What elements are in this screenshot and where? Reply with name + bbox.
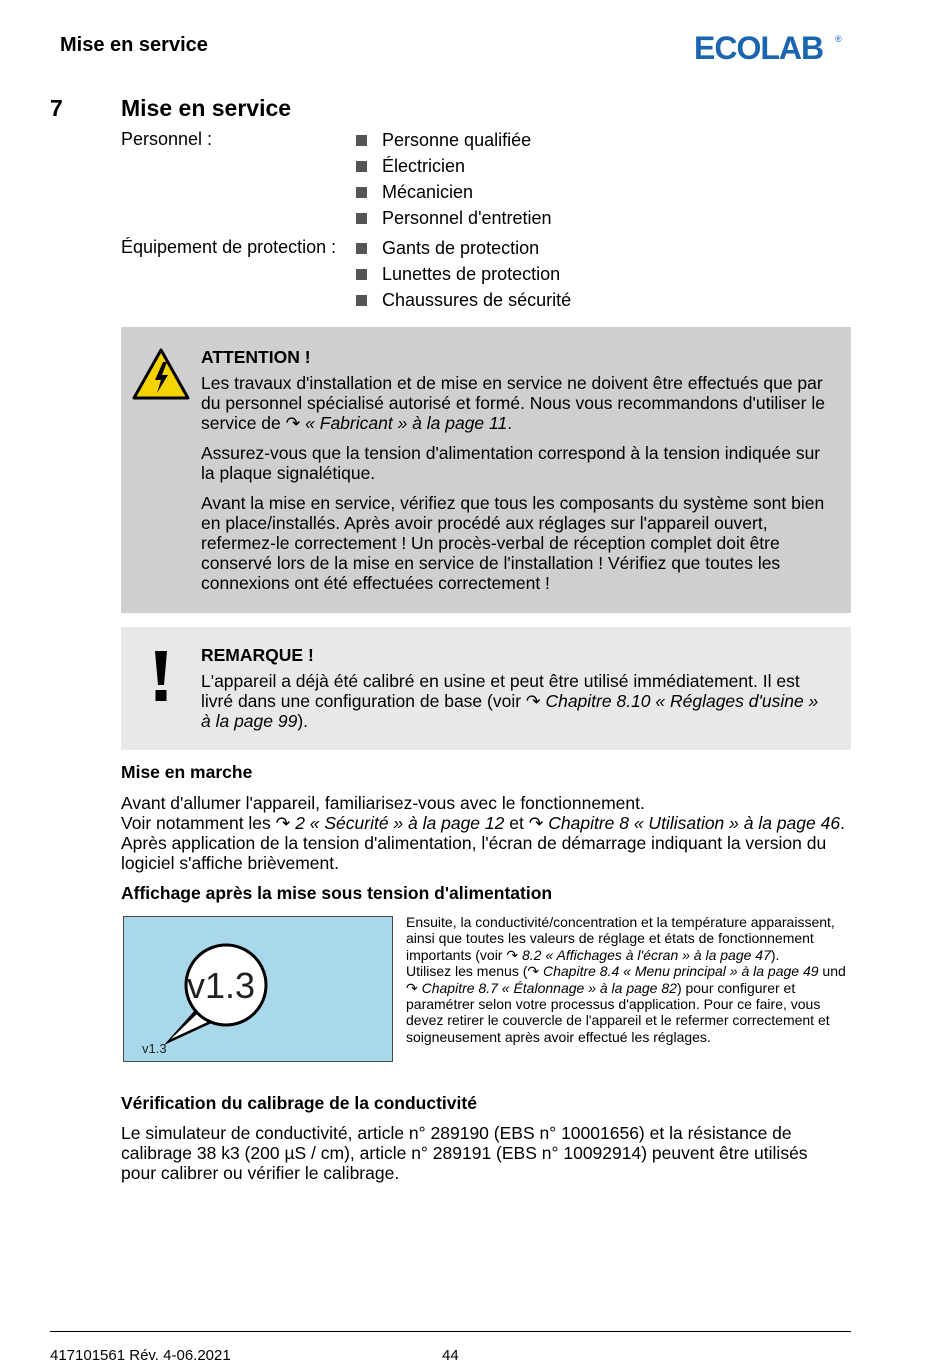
electrical-hazard-icon	[131, 347, 191, 401]
cross-reference-link[interactable]: Chapitre 8.7 « Étalonnage » à la page 82	[421, 979, 677, 996]
personnel-label: Personnel :	[121, 129, 213, 149]
version-label: v1.3	[142, 1041, 167, 1056]
link-arrow-icon: ↷	[527, 963, 543, 980]
ecolab-logo	[692, 30, 844, 64]
logo-wordmark: ECOLAB	[694, 30, 824, 64]
warning-box	[121, 327, 851, 613]
list-item: Électricien	[355, 155, 552, 181]
startup-paragraph: Avant d'allumer l'appareil, familiarisez-vous avec le fonctionnement. Voir notamment les ↷ 2 « Sécurité » à la page 12 et ↷ Chapitre 8 « Utilisation » à la page 46. Après application de la tension d'alimentation, l'écran de démarrage indiquant la version du logiciel s'affiche brièvement.	[121, 793, 845, 873]
note-paragraph: L'appareil a déjà été calibré en usine et peut être utilisé immédiatement. Il est livré dans une configuration de base (voir ↷ Chapitre 8.10 « Réglages d'usine » à la page 99).	[201, 671, 819, 731]
link-arrow-icon: ↷	[528, 813, 549, 833]
note-box	[121, 627, 851, 750]
calibration-heading: Vérification du calibrage de la conductivité	[121, 1093, 477, 1113]
section-title: Mise en service	[121, 95, 292, 121]
warning-paragraph: Assurez-vous que la tension d'alimentation correspond à la tension indiquée sur la plaque signalétique.	[201, 443, 821, 483]
running-header-title: Mise en service	[60, 34, 208, 56]
calibration-paragraph: Le simulateur de conductivité, article n° 289190 (EBS n° 10001656) et la résistance de calibrage 38 k3 (200 µS / cm), article n° 289191 (EBS n° 10092914) peuvent être utilisés pour calibrer ou vérifier le calibrage.	[121, 1123, 808, 1183]
startup-screen-illustration	[123, 916, 393, 1062]
link-arrow-icon: ↷	[275, 813, 296, 833]
list-item: Personnel d'entretien	[355, 207, 552, 233]
protection-list	[355, 237, 571, 315]
section-number: 7	[50, 95, 63, 121]
cross-reference-link[interactable]: 8.2 « Affichages à l'écran » à la page 47	[521, 946, 771, 963]
exclamation-icon	[148, 649, 174, 703]
cross-reference-link[interactable]: Chapitre 8.10 « Réglages d'usine » à la page 99	[201, 691, 819, 731]
list-item: Gants de protection	[355, 237, 571, 263]
cross-reference-link[interactable]: Chapitre 8.4 « Menu principal » à la page 49	[543, 963, 819, 980]
personnel-list	[355, 129, 552, 233]
link-arrow-icon: ↷	[406, 979, 422, 996]
cross-reference-link[interactable]: « Fabricant » à la page 11	[300, 413, 508, 433]
footer-divider	[50, 1331, 851, 1332]
cross-reference-link[interactable]: Chapitre 8 « Utilisation » à la page 46	[548, 813, 841, 833]
page-number: 44	[442, 1347, 459, 1362]
document-reference: 417101561 Rév. 4-06.2021	[50, 1347, 231, 1362]
list-item: Mécanicien	[355, 181, 552, 207]
link-arrow-icon: ↷	[525, 691, 546, 711]
list-item: Personne qualifiée	[355, 129, 552, 155]
startup-heading: Mise en marche	[121, 762, 253, 782]
link-arrow-icon: ↷	[285, 413, 301, 433]
logo-registered-mark: ®	[835, 34, 842, 44]
list-item: Lunettes de protection	[355, 263, 571, 289]
warning-heading: ATTENTION !	[201, 347, 311, 367]
display-description: Ensuite, la conductivité/concentration et la température apparaissent, ainsi que toutes les valeurs de réglage et états de fonctionnement importants (voir ↷ 8.2 « Affichages à l'écran » à la page 47). Utilisez les menus (↷ Chapitre 8.4 « Menu principal » à la page 49 und ↷ Chapitre 8.7 « Étalonnage » à la page 82) pour configurer et paramétrer selon votre processus d'application. Pour ce faire, vous devez retirer le couvercle de l'appareil et le refermer correctement et soigneusement après avoir effectué les réglages.	[406, 914, 846, 1045]
note-heading: REMARQUE !	[201, 645, 314, 665]
warning-paragraph: Avant la mise en service, vérifiez que tous les composants du système sont bien en place/installés. Après avoir procédé aux réglages sur l'appareil ouvert, refermez-le correctement ! Un procès-verbal de réception complet doit être conservé lors de la mise en service de l'installation ! Vérifiez que toutes les connexions ont été effectuées correctement !	[201, 493, 825, 593]
zoomed-version-label: v1.3	[187, 965, 256, 1006]
list-item: Chaussures de sécurité	[355, 289, 571, 315]
link-arrow-icon: ↷	[506, 946, 522, 963]
display-heading: Affichage après la mise sous tension d'alimentation	[121, 883, 553, 903]
magnifier-graphic	[124, 917, 393, 1062]
warning-paragraph: Les travaux d'installation et de mise en service ne doivent être effectués que par du personnel spécialisé autorisé et formé. Nous vous recommandons d'utiliser le service de ↷ « Fabricant » à la page 11.	[201, 373, 825, 433]
cross-reference-link[interactable]: 2 « Sécurité » à la page 12	[295, 813, 505, 833]
protection-label: Équipement de protection :	[121, 237, 337, 257]
